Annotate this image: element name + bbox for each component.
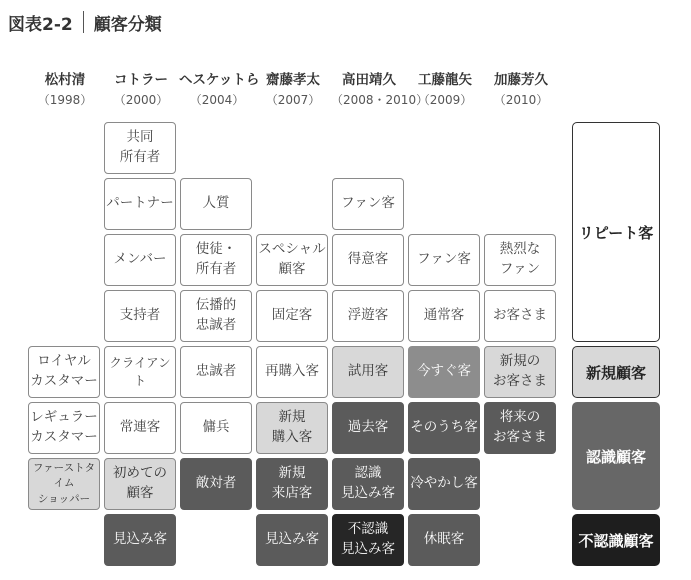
customer-type-cell: 忠誠者	[180, 346, 252, 398]
column-header-matsumura	[27, 68, 103, 108]
author-name: 工藤龍矢	[418, 72, 472, 88]
customer-type-cell: メンバー	[104, 234, 176, 286]
customer-type-cell: スペシャル 顧客	[256, 234, 328, 286]
customer-type-cell: 不認識 見込み客	[332, 514, 404, 566]
author-name: コトラー	[114, 72, 168, 88]
customer-type-cell: 常連客	[104, 402, 176, 454]
customer-type-cell: お客さま	[484, 290, 556, 342]
figure-caption: 顧客分類	[93, 14, 162, 35]
customer-type-cell: 休眠客	[408, 514, 480, 566]
customer-type-cell: 伝播的 忠誠者	[180, 290, 252, 342]
customer-type-cell: ファン客	[408, 234, 480, 286]
customer-type-cell: そのうち客	[408, 402, 480, 454]
author-name: 松村清	[44, 72, 86, 88]
figure-number: 図表2-2	[8, 14, 73, 35]
category-unaware-customer: 不認識顧客	[572, 514, 660, 566]
customer-type-cell: 見込み客	[104, 514, 176, 566]
author-year: （2007）	[265, 93, 321, 107]
customer-type-cell: 新規 来店客	[256, 458, 328, 510]
customer-type-cell: 見込み客	[256, 514, 328, 566]
customer-type-cell: 固定客	[256, 290, 328, 342]
customer-type-cell: 敵対者	[180, 458, 252, 510]
author-name: 高田靖久	[342, 72, 396, 88]
customer-type-cell: 使徒・ 所有者	[180, 234, 252, 286]
customer-type-cell: 傭兵	[180, 402, 252, 454]
author-year: （1998）	[37, 93, 93, 107]
author-year: （2009）	[417, 93, 473, 107]
column-header-kudo	[407, 68, 483, 108]
author-year: （2008・2010）	[331, 93, 429, 107]
customer-type-cell: 試用客	[332, 346, 404, 398]
title-divider	[83, 11, 84, 33]
category-repeat-customer: リピート客	[572, 122, 660, 342]
category-new-customer: 新規顧客	[572, 346, 660, 398]
customer-type-cell: クライアント	[104, 346, 176, 398]
author-year: （2004）	[189, 93, 245, 107]
column-header-saito	[255, 68, 331, 108]
customer-type-cell: 支持者	[104, 290, 176, 342]
customer-type-cell: 再購入客	[256, 346, 328, 398]
customer-type-cell: ファン客	[332, 178, 404, 230]
customer-type-cell: ロイヤル カスタマー	[28, 346, 100, 398]
customer-type-cell: 人質	[180, 178, 252, 230]
column-header-kotler	[103, 68, 179, 108]
column-header-takada	[331, 68, 429, 108]
customer-type-cell: 新規 購入客	[256, 402, 328, 454]
customer-type-cell: 浮遊客	[332, 290, 404, 342]
author-year: （2010）	[493, 93, 549, 107]
author-name: 齋藤孝太	[266, 72, 320, 88]
category-aware-customer: 認識顧客	[572, 402, 660, 510]
customer-type-cell: 得意客	[332, 234, 404, 286]
column-header-heskett	[179, 68, 260, 108]
figure-title	[8, 6, 162, 38]
customer-type-cell: 過去客	[332, 402, 404, 454]
customer-type-cell: 共同 所有者	[104, 122, 176, 174]
customer-type-cell: 通常客	[408, 290, 480, 342]
author-year: （2000）	[113, 93, 169, 107]
column-header-kato	[483, 68, 559, 108]
customer-type-cell: パートナー	[104, 178, 176, 230]
author-name: ヘスケットら	[179, 72, 260, 88]
customer-type-cell: 初めての 顧客	[104, 458, 176, 510]
customer-type-cell: 将来の お客さま	[484, 402, 556, 454]
customer-type-cell: ファーストタイム ショッパー	[28, 458, 100, 510]
customer-type-cell: 新規の お客さま	[484, 346, 556, 398]
customer-type-cell: 今すぐ客	[408, 346, 480, 398]
customer-type-cell: 冷やかし客	[408, 458, 480, 510]
customer-type-cell: レギュラー カスタマー	[28, 402, 100, 454]
customer-type-cell: 熱烈な ファン	[484, 234, 556, 286]
author-name: 加藤芳久	[494, 72, 548, 88]
customer-type-cell: 認識 見込み客	[332, 458, 404, 510]
